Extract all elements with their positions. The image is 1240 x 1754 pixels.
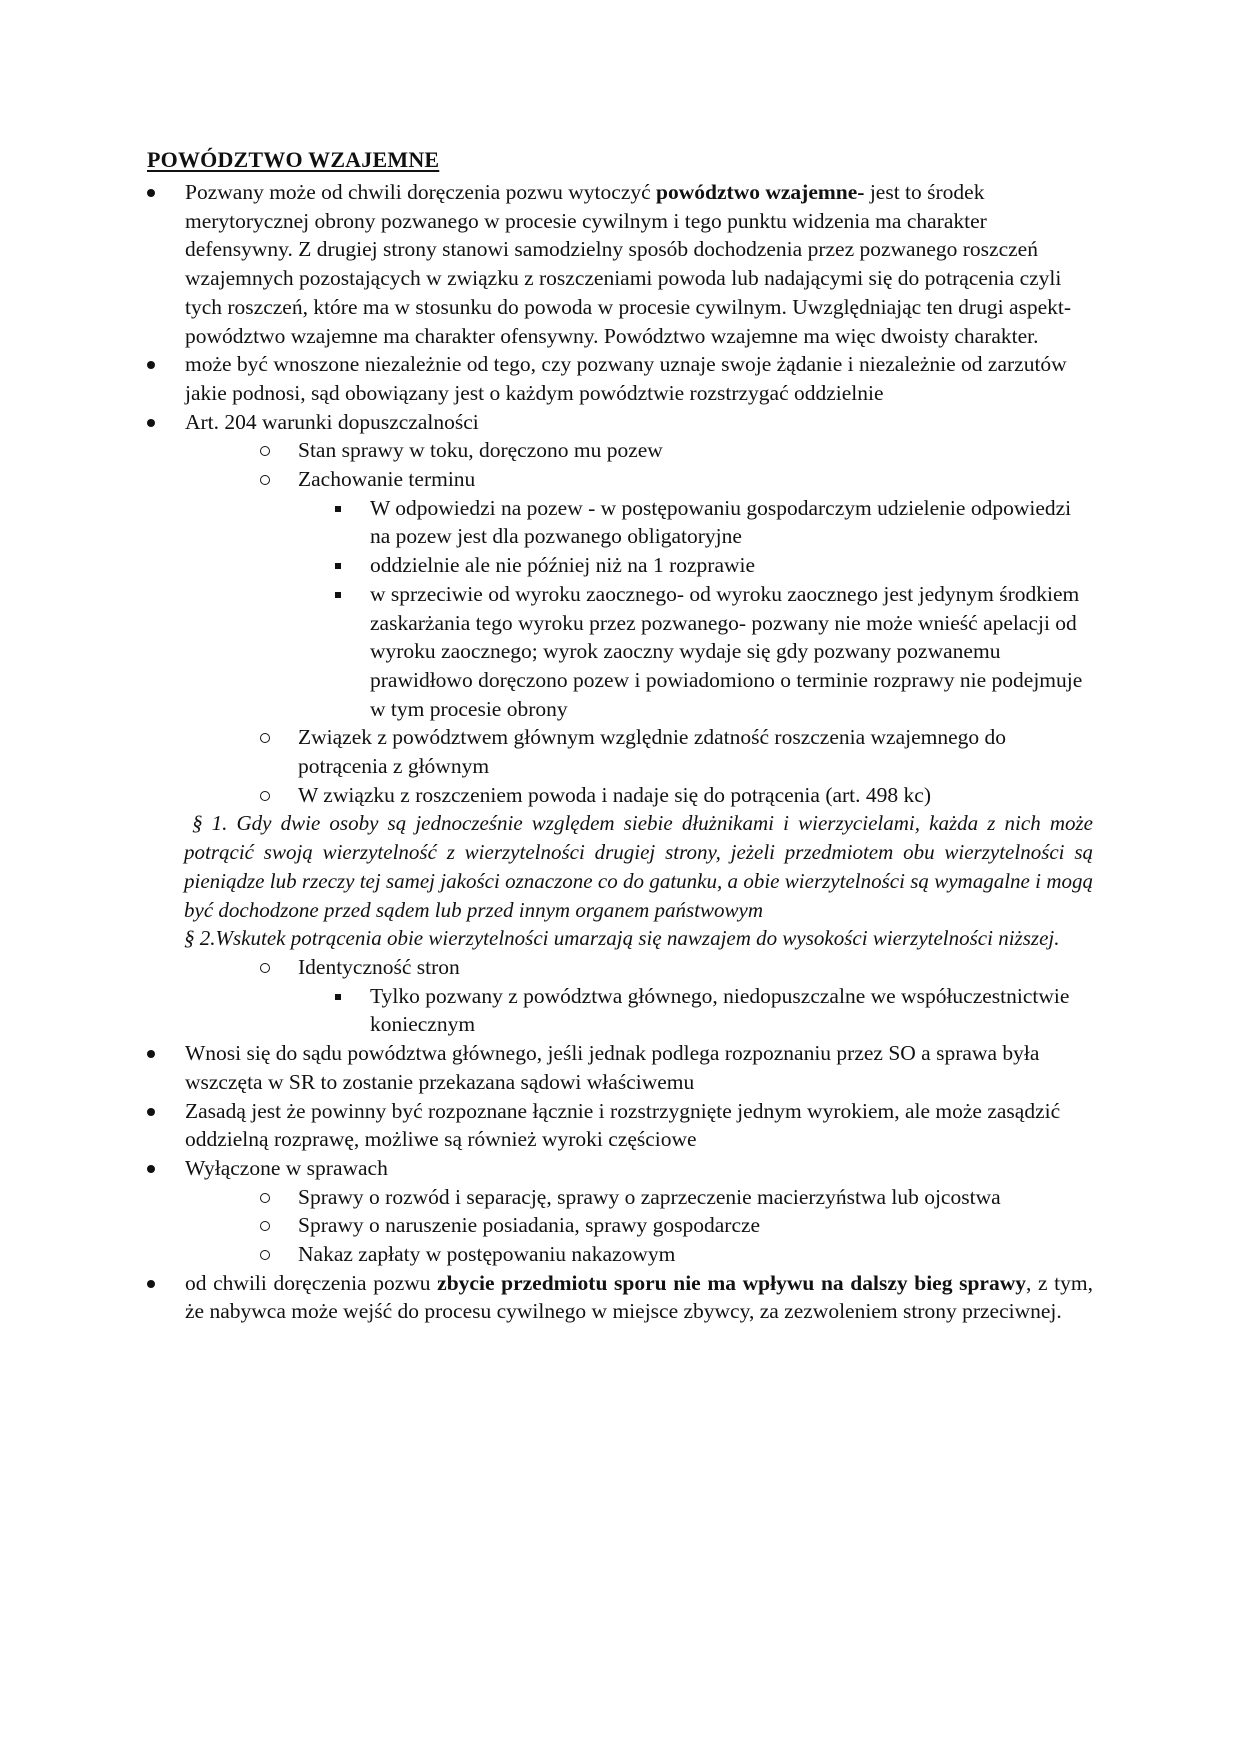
bullet-filled-circle-icon bbox=[147, 361, 155, 369]
item-text: W odpowiedzi na pozew - w postępowaniu gospodarczym udzielenie odpowiedzi na pozew jest dla pozwanego obligatoryjne bbox=[370, 495, 1072, 549]
bullet-hollow-circle-icon bbox=[260, 1193, 270, 1203]
list-item bbox=[147, 580, 1093, 724]
item-text: może być wnoszone niezależnie od tego, czy pozwany uznaje swoje żądanie i niezależnie od zarzutów jakie podnosi, sąd obowiązany jest o każdym powództwie rozstrzygać oddzielnie bbox=[185, 352, 1067, 405]
list-item bbox=[147, 408, 1093, 437]
list-item bbox=[147, 781, 1093, 810]
list-item bbox=[147, 1240, 1093, 1269]
bullet-hollow-circle-icon bbox=[260, 475, 270, 485]
item-text: Art. 204 warunki dopuszczalności bbox=[185, 409, 479, 434]
list-item bbox=[147, 1269, 1093, 1326]
bullet-filled-circle-icon bbox=[147, 419, 155, 427]
quote-paragraph-1: § 1. Gdy dwie osoby są jednocześnie względem siebie dłużnikami i wierzycielami, każda z nich może potrącić swoją wierzytelność z wierzytelności drugiej strony, jeżeli przedmiotem obu wierzytelności są pieniądze lub rzeczy tej samej jakości oznaczone co do gatunku, a obie wierzytelności są wymagalne i mogą być dochodzone przed sądem lub przed innym organem państwowym bbox=[184, 811, 1093, 922]
bullet-filled-circle-icon bbox=[147, 189, 155, 197]
item-text: od chwili doręczenia pozwu zbycie przedmiotu sporu nie ma wpływu na dalszy bieg sprawy, z tym, że nabywca może wejść do procesu cywilnego w miejsce zbywcy, za zezwoleniem strony przeciwnej. bbox=[185, 1270, 1093, 1324]
list-item bbox=[147, 1183, 1093, 1212]
bullet-filled-circle-icon bbox=[147, 1050, 155, 1058]
list-item bbox=[147, 982, 1093, 1039]
bullet-filled-circle-icon bbox=[147, 1108, 155, 1116]
item-text: Nakaz zapłaty w postępowaniu nakazowym bbox=[298, 1242, 676, 1267]
item-text: Zasadą jest że powinny być rozpoznane łącznie i rozstrzygnięte jednym wyrokiem, ale może zasądzić oddzielną rozprawę, możliwe są również wyroki częściowe bbox=[185, 1098, 1061, 1152]
list-item bbox=[147, 1097, 1093, 1154]
list-item bbox=[147, 1154, 1093, 1183]
item-text: Tylko pozwany z powództwa głównego, niedopuszczalne we współuczestnictwie koniecznym bbox=[370, 983, 1070, 1037]
bullet-square-icon bbox=[335, 592, 341, 598]
bold-term: powództwo wzajemne- bbox=[656, 180, 865, 204]
item-text: Sprawy o rozwód i separację, sprawy o zaprzeczenie macierzyństwa lub ojcostwa bbox=[298, 1184, 1001, 1209]
bullet-hollow-circle-icon bbox=[260, 1250, 270, 1260]
list-item bbox=[147, 723, 1093, 780]
list-item bbox=[147, 178, 1093, 350]
item-text: Wnosi się do sądu powództwa głównego, jeśli jednak podlega rozpoznaniu przez SO a sprawa była wszczęta w SR to zostanie przekazana sądowi właściwemu bbox=[185, 1041, 1040, 1094]
legal-quote bbox=[147, 809, 1093, 953]
list-item bbox=[147, 1039, 1093, 1096]
list-item bbox=[147, 1211, 1093, 1240]
document-body bbox=[147, 178, 1093, 1326]
item-text: Sprawy o naruszenie posiadania, sprawy gospodarcze bbox=[298, 1213, 761, 1238]
bullet-filled-circle-icon bbox=[147, 1280, 155, 1288]
item-text: Wyłączone w sprawach bbox=[185, 1155, 388, 1180]
document-title: POWÓDZTWO WZAJEMNE bbox=[147, 147, 440, 172]
bullet-hollow-circle-icon bbox=[260, 733, 270, 743]
item-text: w sprzeciwie od wyroku zaocznego- od wyroku zaocznego jest jedynym środkiem zaskarżania tego wyroku przez pozwanego- pozwany nie może wnieść apelacji od wyroku zaocznego; wyrok zaoczny wydaje się gdy pozwany pozwanemu prawidłowo doręczono pozew i powiadomiono o terminie rozprawy nie podejmuje w tym procesie obrony bbox=[370, 581, 1083, 721]
bullet-square-icon bbox=[335, 506, 341, 512]
bullet-hollow-circle-icon bbox=[260, 963, 270, 973]
bullet-hollow-circle-icon bbox=[260, 791, 270, 801]
item-text: W związku z roszczeniem powoda i nadaje się do potrącenia (art. 498 kc) bbox=[298, 782, 931, 807]
list-item bbox=[147, 350, 1093, 407]
item-text: Pozwany może od chwili doręczenia pozwu wytoczyć powództwo wzajemne- jest to środek merytorycznej obrony pozwanego w procesie cywilnym i tego punktu widzenia ma charakter defensywny. Z drugiej strony stanowi samodzielny sposób dochodzenia przez pozwanego roszczeń wzajemnych pozostających w związku z roszczeniami powoda lub nadającymi się do potrącenia czyli tych roszczeń, które ma w stosunku do powoda w procesie cywilnym. Uwzględniając ten drugi aspekt- powództwo wzajemne ma charakter ofensywny. Powództwo wzajemne ma więc dwoisty charakter. bbox=[185, 180, 1072, 348]
bullet-square-icon bbox=[335, 994, 341, 1000]
item-text: Identyczność stron bbox=[298, 954, 460, 979]
item-text: Zachowanie terminu bbox=[298, 467, 476, 492]
list-item bbox=[147, 494, 1093, 551]
bullet-hollow-circle-icon bbox=[260, 446, 270, 456]
list-item bbox=[147, 551, 1093, 580]
list-item bbox=[147, 436, 1093, 465]
bullet-hollow-circle-icon bbox=[260, 1221, 270, 1231]
list-item bbox=[147, 465, 1093, 494]
item-text: oddzielnie ale nie później niż na 1 rozprawie bbox=[370, 553, 756, 578]
item-text: Związek z powództwem głównym względnie zdatność roszczenia wzajemnego do potrącenia z głównym bbox=[298, 725, 1007, 779]
list-item bbox=[147, 953, 1093, 982]
bullet-filled-circle-icon bbox=[147, 1165, 155, 1173]
item-text: Stan sprawy w toku, doręczono mu pozew bbox=[298, 438, 663, 463]
quote-paragraph-2: § 2.Wskutek potrącenia obie wierzytelności umarzają się nawzajem do wysokości wierzytelności niższej. bbox=[184, 926, 1060, 951]
bullet-square-icon bbox=[335, 563, 341, 569]
bold-term: zbycie przedmiotu sporu nie ma wpływu na dalszy bieg sprawy bbox=[437, 1270, 1026, 1295]
